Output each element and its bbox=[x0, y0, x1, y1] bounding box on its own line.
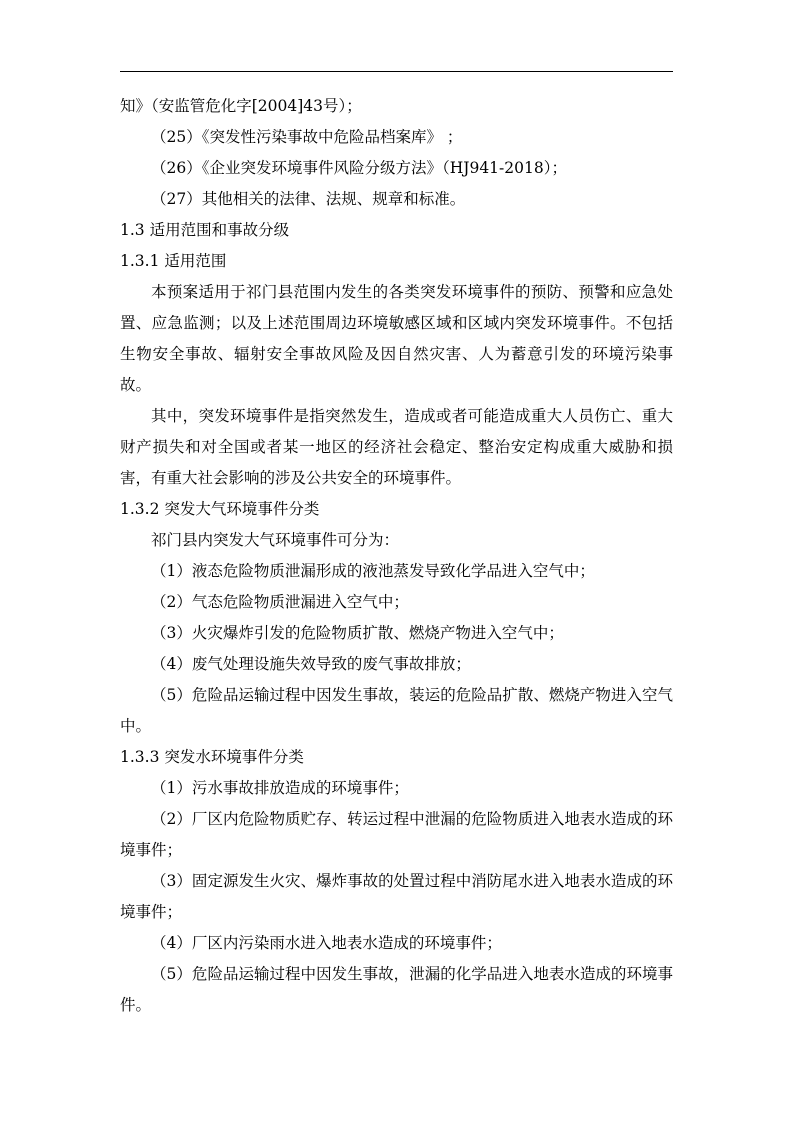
water-item-4: （4）厂区内污染雨水进入地表水造成的环境事件； bbox=[151, 934, 502, 952]
air-item-2: （2）气态危险物质泄漏进入空气中； bbox=[151, 593, 409, 611]
air-item-3: （3）火灾爆炸引发的危险物质扩散、燃烧产物进入空气中； bbox=[151, 624, 564, 642]
section-heading-1-3: 1.3 适用范围和事故分级 bbox=[120, 221, 290, 239]
section-heading-1-3-2: 1.3.2 突发大气环境事件分类 bbox=[120, 500, 320, 518]
water-item-1: （1）污水事故排放造成的环境事件； bbox=[151, 779, 409, 797]
air-item-1: （1）液态危险物质泄漏形成的液池蒸发导致化学品进入空气中； bbox=[151, 562, 595, 580]
reference-item-25: （25）《突发性污染事故中危险品档案库》 ； bbox=[151, 128, 463, 146]
definition-paragraph: 其中，突发环境事件是指突然发生，造成或者可能造成重大人员伤亡、重大财产损失和对全国或者某一地区的经济社会稳定、整治安定构成重大威胁和损害，有重大社会影响的涉及公共安全的环境事件。 bbox=[120, 407, 673, 487]
document-body bbox=[120, 91, 673, 1021]
reference-item-26: （26）《企业突发环境事件风险分级方法》（HJ941-2018）； bbox=[151, 159, 567, 177]
water-item-2: （2）厂区内危险物质贮存、转运过程中泄漏的危险物质进入地表水造成的环境事件； bbox=[120, 810, 673, 859]
water-item-3: （3）固定源发生火灾、爆炸事故的处置过程中消防尾水进入地表水造成的环境事件； bbox=[120, 872, 673, 921]
reference-item-27: （27）其他相关的法律、法规、规章和标准。 bbox=[151, 190, 466, 208]
air-item-5: （5）危险品运输过程中因发生事故，装运的危险品扩散、燃烧产物进入空气中。 bbox=[120, 686, 673, 735]
section-heading-1-3-1: 1.3.1 适用范围 bbox=[120, 252, 227, 270]
reference-line-continuation: 知》（安监管危化字[2004]43号）； bbox=[120, 97, 362, 115]
air-item-4: （4）废气处理设施失效导致的废气事故排放； bbox=[151, 655, 471, 673]
section-heading-1-3-3: 1.3.3 突发水环境事件分类 bbox=[120, 748, 304, 766]
header-rule bbox=[120, 71, 673, 72]
water-item-5: （5）危险品运输过程中因发生事故，泄漏的化学品进入地表水造成的环境事件。 bbox=[120, 965, 673, 1014]
air-intro-paragraph: 祁门县内突发大气环境事件可分为： bbox=[151, 531, 400, 549]
scope-paragraph: 本预案适用于祁门县范围内发生的各类突发环境事件的预防、预警和应急处置、应急监测；以及上述范围周边环境敏感区域和区域内突发环境事件。不包括生物安全事故、辐射安全事故风险及因自然灾害、人为蓄意引发的环境污染事故。 bbox=[120, 283, 673, 394]
